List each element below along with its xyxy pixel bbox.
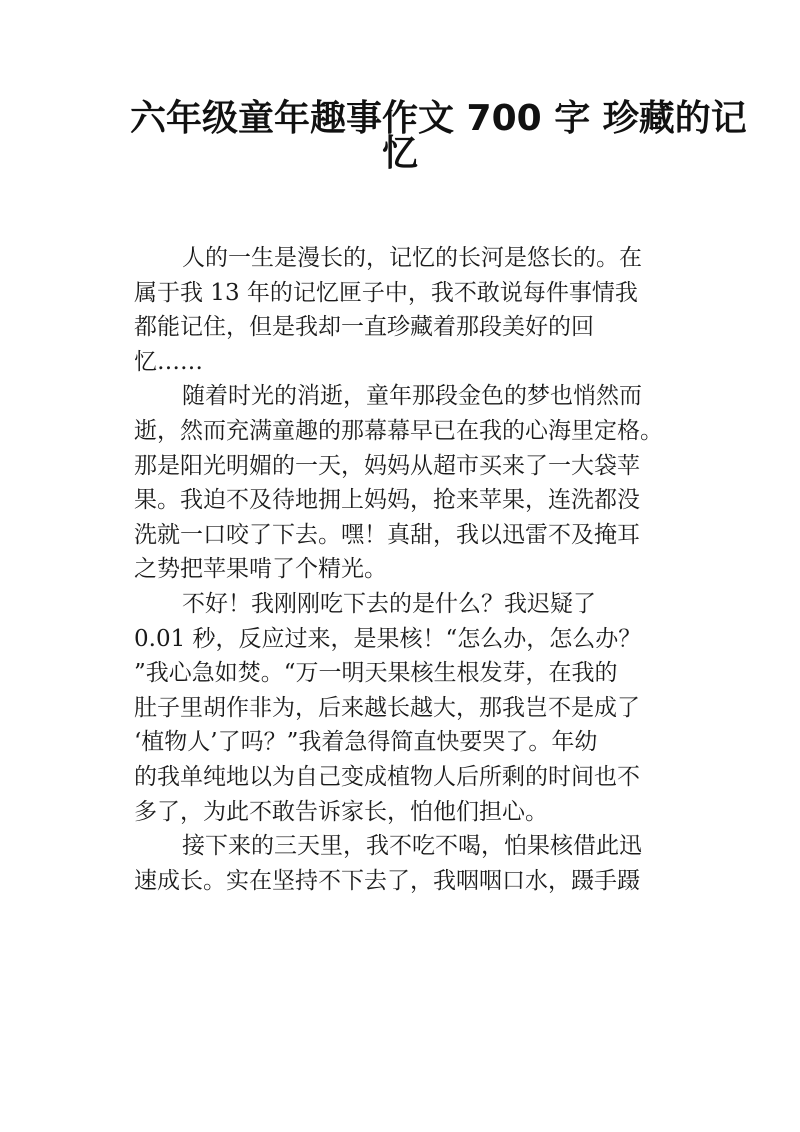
text-line: 的我单纯地以为自己变成植物人后所剩的时间也不 (134, 763, 640, 790)
text-line: ‘植物人’了吗？”我着急得简直快要哭了。年幼 (134, 729, 598, 756)
text-line: 果。我迫不及待地拥上妈妈，抢来苹果，连洗都没 (134, 487, 640, 514)
paragraph-4 (134, 829, 674, 898)
text-line: 忆…… (134, 348, 203, 375)
text-line: 随着时光的消逝，童年那段金色的梦也悄然而 (182, 383, 642, 410)
text-line: 速成长。实在坚持不下去了，我咽咽口水，蹑手蹑 (134, 867, 640, 894)
title-line-2: 忆 (381, 132, 418, 174)
text-line: 那是阳光明媚的一天，妈妈从超市买来了一大袋苹 (134, 452, 640, 479)
text-line: 之势把苹果啃了个精光。 (134, 556, 387, 583)
paragraph-1 (134, 241, 674, 379)
text-line: 逝，然而充满童趣的那幕幕早已在我的心海里定格。 (134, 417, 663, 444)
text-line: 不好！我刚刚吃下去的是什么？我迟疑了 (182, 590, 596, 617)
document-title (130, 96, 747, 174)
text-line: 人的一生是漫长的，记忆的长河是悠长的。在 (182, 245, 642, 271)
text-line: 接下来的三天里，我不吃不喝，怕果核借此迅 (182, 833, 642, 860)
text-line: 0.01 秒，反应过来，是果核！“怎么办，怎么办？ (134, 625, 642, 652)
text-line: ”我心急如焚。“万一明天果核生根发芽，在我的 (134, 660, 618, 687)
text-line: 洗就一口咬了下去。嘿！真甜，我以迅雷不及掩耳 (134, 521, 640, 548)
text-line: 肚子里胡作非为，后来越长越大，那我岂不是成了 (134, 694, 640, 721)
text-line: 属于我 13 年的记忆匣子中，我不敢说每件事情我 (134, 279, 638, 306)
paragraph-2 (134, 379, 674, 587)
text-line: 都能记住，但是我却一直珍藏着那段美好的回 (134, 314, 594, 341)
paragraph-3 (134, 587, 674, 829)
text-line: 多了，为此不敢告诉家长，怕他们担心。 (134, 798, 548, 825)
document-body (134, 241, 674, 898)
title-line-1: 六年级童年趣事作文 700 字 珍藏的记 (130, 98, 747, 139)
